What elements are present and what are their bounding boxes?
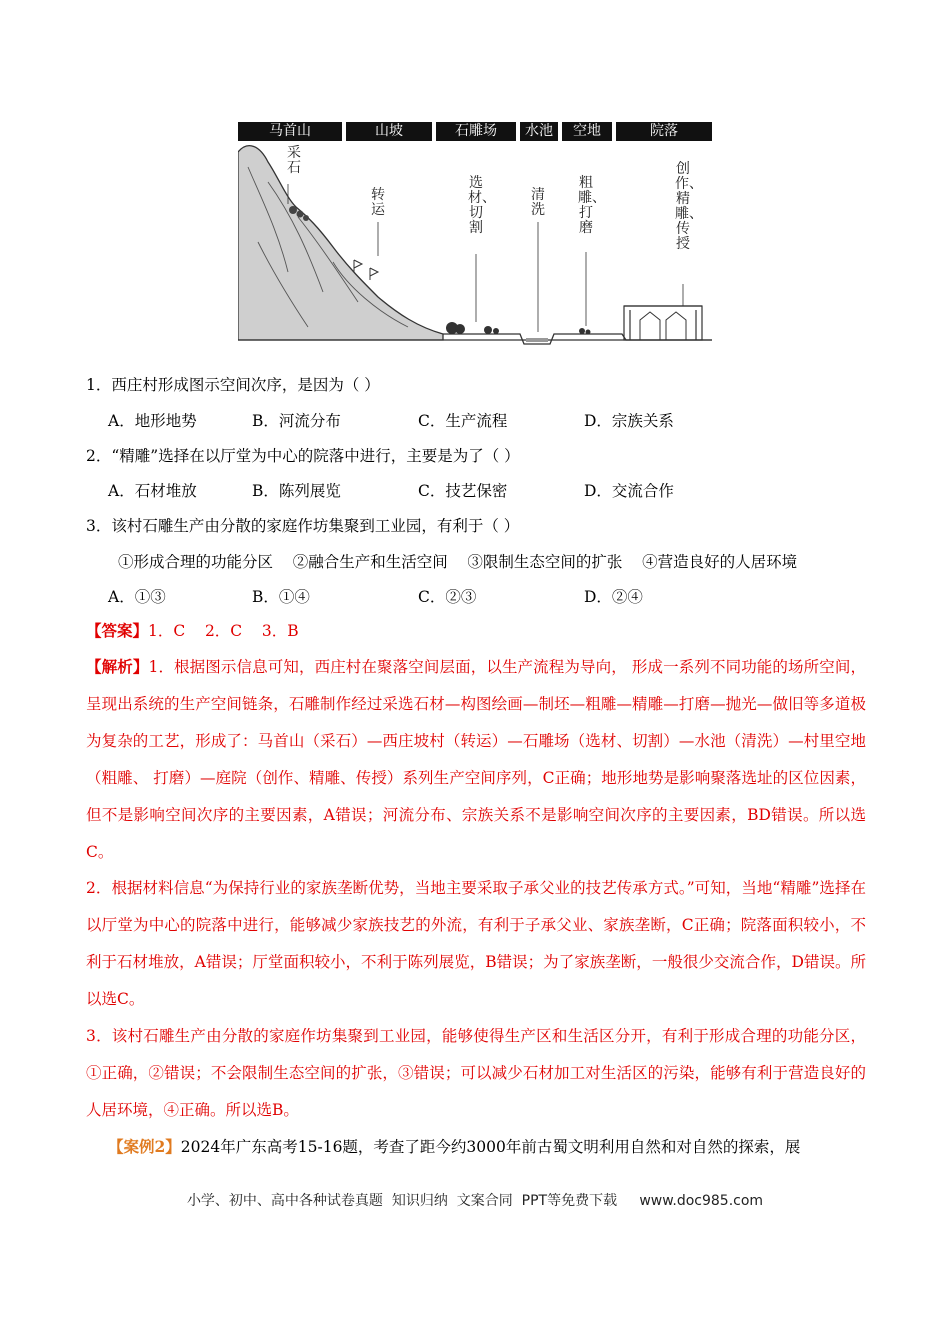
question-2: 2．“精雕”选择在以厅堂为中心的院落中进行，主要是为了（ ） (86, 447, 520, 465)
q2-option-d: D．交流合作 (584, 482, 674, 500)
header-slope: 山坡 (346, 122, 432, 141)
label-select-cut: 选材、切割 (468, 175, 496, 236)
header-mashou-mountain: 马首山 (238, 122, 342, 141)
q3-option-d: D．②④ (584, 588, 643, 606)
q1-option-d: D．宗族关系 (584, 412, 674, 430)
header-pool: 水池 (520, 122, 558, 141)
q3-statements: ①形成合理的功能分区 ②融合生产和生活空间 ③限制生态空间的扩张 ④营造良好的人居环境 (118, 553, 798, 571)
header-stone-yard: 石雕场 (436, 122, 516, 141)
label-rough-carve-polish: 粗雕、打磨 (578, 175, 606, 236)
q1-option-c: C．生产流程 (418, 412, 508, 430)
q2-option-a: A．石材堆放 (108, 482, 197, 500)
header-open-space: 空地 (562, 122, 612, 141)
settlement-profile-figure (238, 122, 712, 346)
label-quarrying: 采石 (287, 145, 301, 176)
case-line (108, 1128, 868, 1166)
label-washing: 清洗 (531, 187, 545, 218)
answer-text: 1．C 2．C 3．B (148, 622, 299, 640)
case-text: 2024年广东高考15-16题，考查了距今约3000年前古蜀文明利用自然和对自然的探索，展 (180, 1138, 801, 1156)
case-tag: 【案例2】 (108, 1137, 181, 1156)
analysis-text-1: 1．根据图示信息可知，西庄村在聚落空间层面，以生产流程为导向， 形成一系列不同功能的场所空间，呈现出系统的生产空间链条，石雕制作经过采选石材—构图绘画—制坯—粗雕—精雕—打磨—抛光—做旧等多道极为复杂的工艺，形成了：马首山（采石）—西庄坡村（转运）—石雕场（选材、切割）—水池（清洗）—村里空地（粗雕、 打磨）—庭院（创作、精雕、传授）系列生产空间序列，C正确；地形地势是影响聚落选址的区位因素，但不是影响空间次序的主要因素，A错误；河流分布、宗族关系不是影响空间次序的主要因素，BD错误。所以选C。 (86, 658, 866, 861)
q2-option-b: B．陈列展览 (252, 482, 341, 500)
q3-option-b: B．①④ (252, 588, 310, 606)
analysis-paragraph-3: 3．该村石雕生产由分散的家庭作坊集聚到工业园，能够使得生产区和生活区分开，有利于形成合理的功能分区，①正确，②错误；不会限制生态空间的扩张，③错误；可以减少石材加工对生活区的污染，能够有利于营造良好的人居环境，④正确。所以选B。 (86, 1027, 866, 1119)
header-courtyard: 院落 (616, 122, 712, 141)
question-3: 3．该村石雕生产由分散的家庭作坊集聚到工业园，有利于（ ） (86, 517, 520, 535)
answer-line (86, 620, 299, 642)
analysis-tag: 【解析】 (86, 657, 149, 676)
analysis-paragraph-1 (86, 648, 866, 871)
label-transport: 转运 (371, 187, 385, 218)
q2-option-c: C．技艺保密 (418, 482, 508, 500)
q1-option-b: B．河流分布 (252, 412, 341, 430)
analysis-paragraph-2: 2．根据材料信息“为保持行业的家族垄断优势，当地主要采取子承父业的技艺传承方式。”可知，当地“精雕”选择在以厅堂为中心的院落中进行，能够减少家族技艺的外流，有利于子承父业、家族垄断，C正确；院落面积较小，不利于石材堆放，A错误；厅堂面积较小，不利于陈列展览，B错误；为了家族垄断，一般很少交流合作，D错误。所以选C。 (86, 879, 866, 1008)
q3-option-a: A．①③ (108, 588, 166, 606)
question-1: 1．西庄村形成图示空间次序，是因为（ ） (86, 376, 380, 394)
page-footer: 小学、初中、高中各种试卷真题 知识归纳 文案合同 PPT等免费下载 www.doc985.com (186, 1193, 764, 1209)
q3-option-c: C．②③ (418, 588, 477, 606)
answer-tag: 【答案】 (86, 621, 149, 640)
q1-option-a: A．地形地势 (108, 412, 197, 430)
label-create-fine-carve-teach: 创作、精雕、传授 (675, 161, 703, 252)
